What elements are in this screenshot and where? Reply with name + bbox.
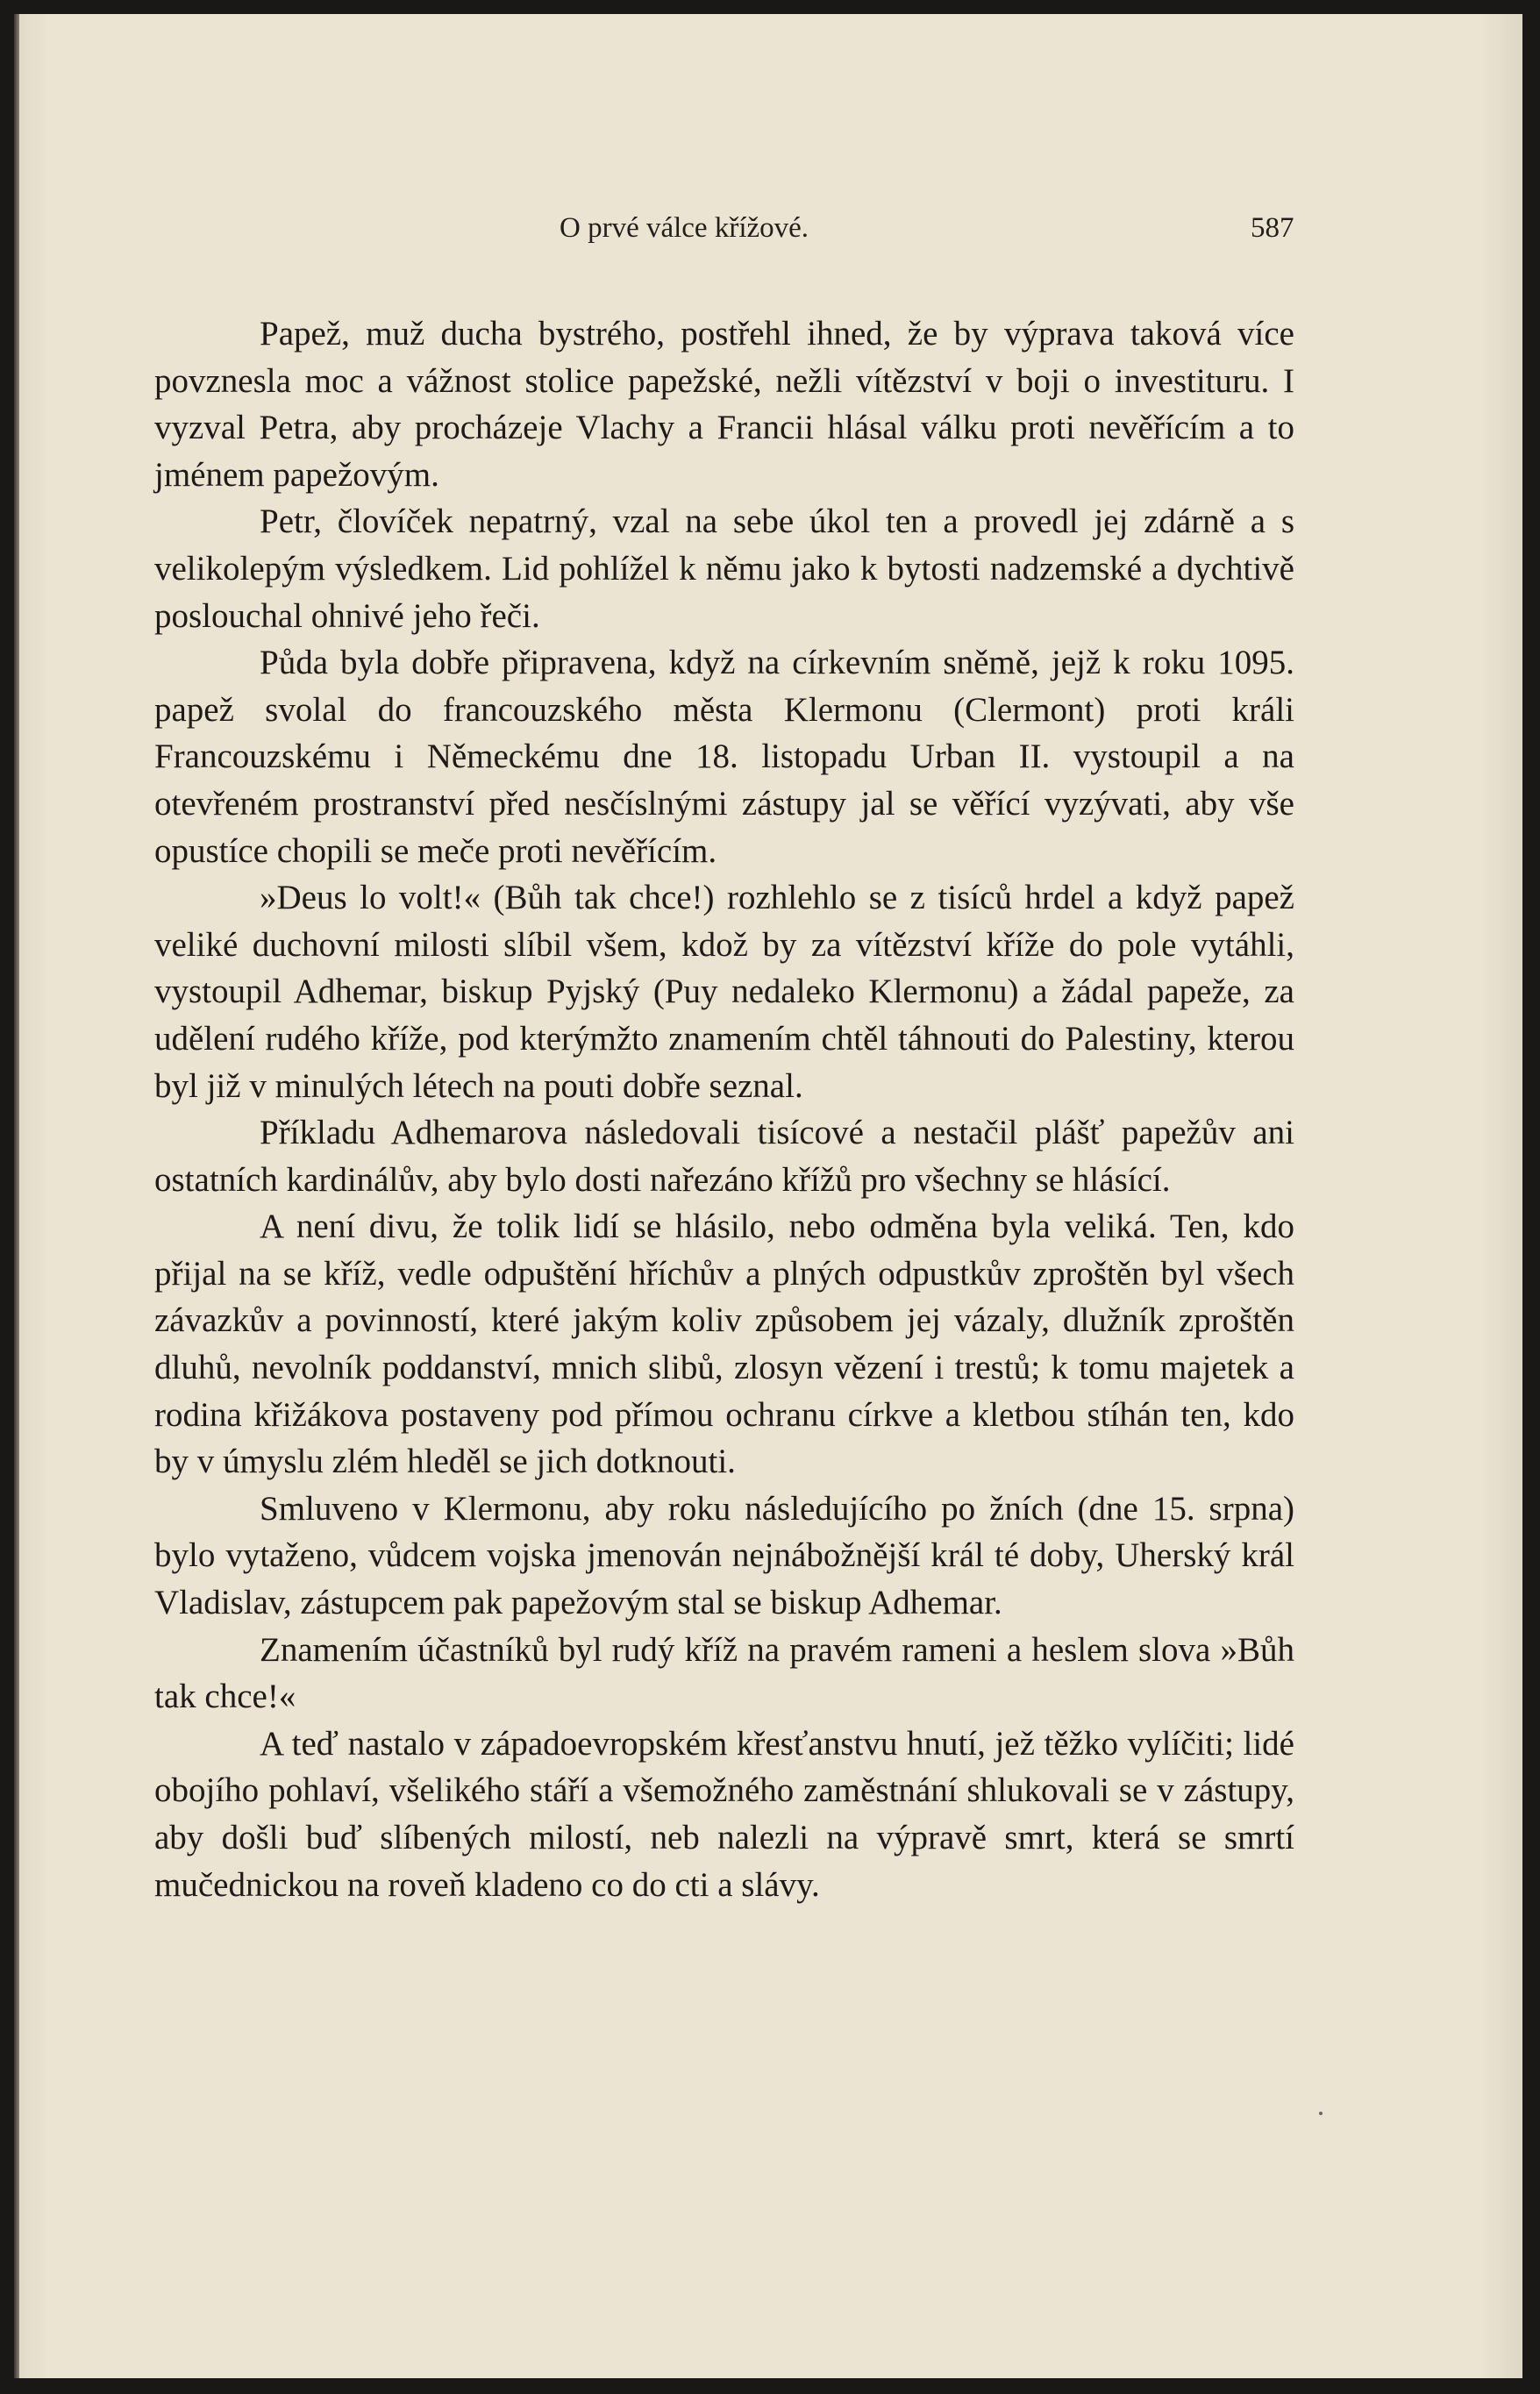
paragraph: Znamením účastníků byl rudý kříž na pravém rameni a heslem slova »Bůh tak chce!« bbox=[154, 1630, 1294, 1716]
paragraph: A není divu, že tolik lidí se hlásilo, nebo odměna byla veliká. Ten, kdo přijal na se kříž, vedle odpuštění hříchův a plných odpustkův zproštěn byl všech závazkův a povinností, které jakým koliv způsobem jej vázaly, dlužník zproštěn dluhů, nevolník poddanství, mnich slibů, zlosyn vězení i trestů; k tomu majetek a rodina křižákova postaveny pod přímou ochranu církve a kletbou stíhán ten, kdo by v úmyslu zlém hleděl se jich dotknouti. bbox=[154, 1208, 1294, 1481]
page-gutter bbox=[14, 14, 19, 2378]
paragraph: A teď nastalo v západoevropském křesťanstvu hnutí, jež těžko vylíčiti; lidé obojího pohlaví, všelikého stáří a všemožného zaměstnání shlukovali se v zástupy, aby došli buď slíbených milostí, neb nalezli na výpravě smrt, která se smrtí mučednickou na roveň kladeno co do cti a slávy. bbox=[154, 1724, 1294, 1904]
body-text bbox=[154, 310, 1294, 1908]
paragraph: Půda byla dobře připravena, když na církevním sněmě, jejž k roku 1095. papež svolal do francouzského města Klermonu (Clermont) proti králi Francouzskému i Německému dne 18. listopadu Urban II. vystoupil a na otevřeném prostranství před nesčíslnými zástupy jal se věřící vyzývati, aby vše opustíce chopili se meče proti nevěřícím. bbox=[154, 644, 1294, 870]
book-page bbox=[14, 14, 1522, 2378]
paragraph: Papež, muž ducha bystrého, postřehl ihned, že by výprava taková více povznesla moc a vážnost stolice papežské, nežli vítězství v boji o investituru. I vyzval Petra, aby procházeje Vlachy a Francii hlásal válku proti nevěřícím a to jménem papežovým. bbox=[154, 315, 1294, 494]
running-title: O prvé válce křížové. bbox=[560, 212, 809, 244]
page-number: 587 bbox=[1251, 212, 1294, 244]
paper-speck bbox=[1319, 2112, 1323, 2115]
paragraph: Petr, človíček nepatrný, vzal na sebe úkol ten a provedl jej zdárně a s velikolepým výsledkem. Lid pohlížel k němu jako k bytosti nadzemské a dychtivě poslouchal ohnivé jeho řeči. bbox=[154, 502, 1294, 635]
paragraph: »Deus lo volt!« (Bůh tak chce!) rozhlehlo se z tisíců hrdel a když papež veliké duchovní milosti slíbil všem, kdož by za vítězství kříže do pole vytáhli, vystoupil Adhemar, biskup Pyjský (Puy nedaleko Klermonu) a žádal papeže, za udělení rudého kříže, pod kterýmžto znamením chtěl táhnouti do Palestiny, kterou byl již v minulých létech na pouti dobře seznal. bbox=[154, 879, 1294, 1105]
running-head bbox=[14, 212, 1522, 254]
paragraph: Příkladu Adhemarova následovali tisícové a nestačil plášť papežův ani ostatních kardinálův, aby bylo dosti nařezáno křížů pro všechny se hlásící. bbox=[154, 1114, 1294, 1199]
paragraph: Smluveno v Klermonu, aby roku následujícího po žních (dne 15. srpna) bylo vytaženo, vůdcem vojska jmenován nejnábožnější král té doby, Uherský král Vladislav, zástupcem pak papežovým stal se biskup Adhemar. bbox=[154, 1489, 1294, 1622]
